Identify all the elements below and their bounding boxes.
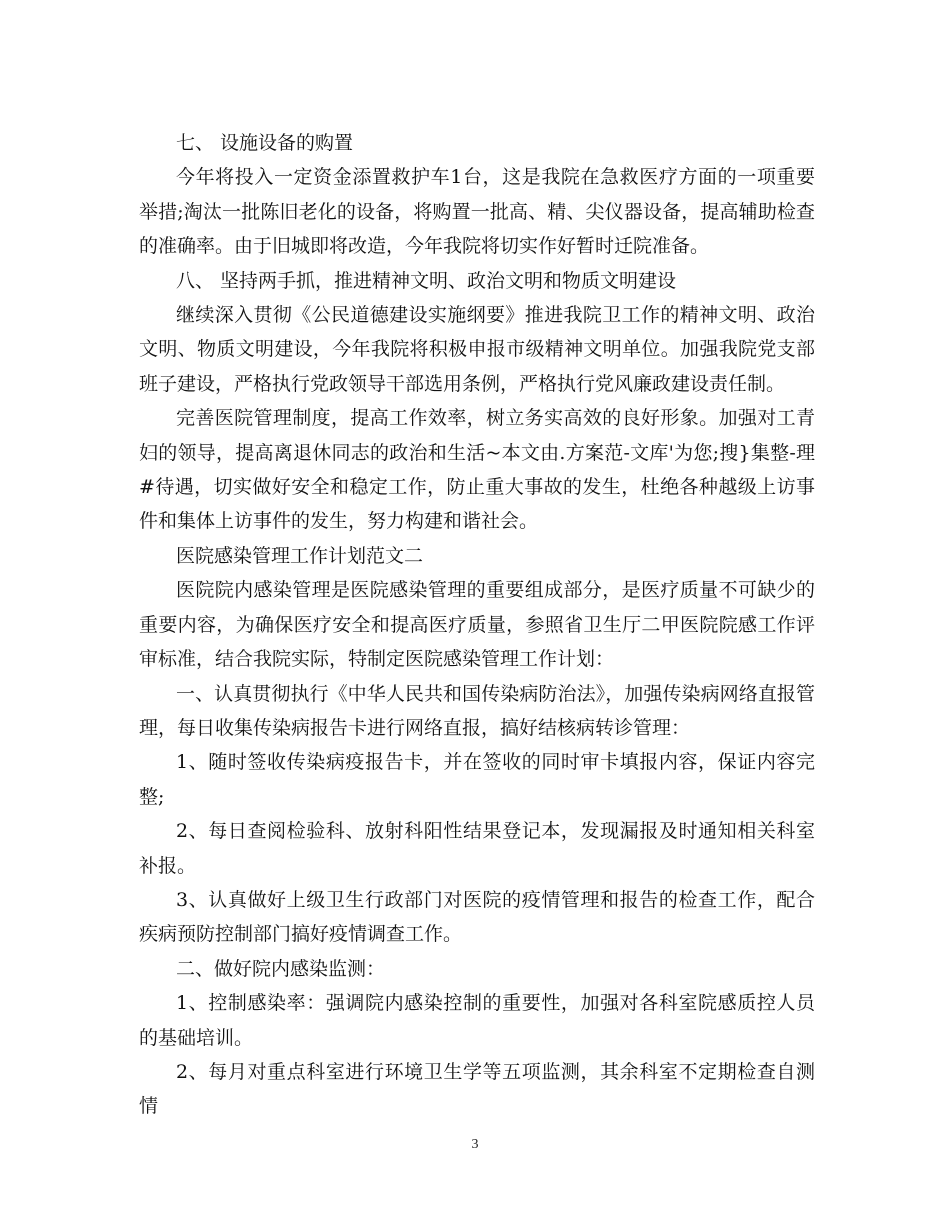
list-item: 2、每日查阅检验科、放射科阳性结果登记本，发现漏报及时通知相关科室补报。 — [139, 820, 815, 877]
paragraph: 继续深入贯彻《公民道德建设实施纲要》推进我院卫工作的精神文明、政治文明、物质文明建设，今年我院将积极申报市级精神文明单位。加强我院党支部班子建设，严格执行党政领导干部选用条例，严格执行党风廉政建设责任制。 — [139, 304, 815, 395]
paragraph: 完善医院管理制度，提高工作效率，树立务实高效的良好形象。加强对工青妇的领导，提高离退休同志的政治和生活~本文由.方案范-文库'为您;搜}集整-理#待遇，切实做好安全和稳定工作，防止重大事故的发生，杜绝各种越级上访事件和集体上访事件的发生，努力构建和谐社会。 — [139, 407, 815, 533]
page-number: 3 — [471, 1137, 479, 1152]
list-item: 1、控制感染率：强调院内感染控制的重要性，加强对各科室院感质控人员的基础培训。 — [139, 992, 815, 1049]
paragraph: 今年将投入一定资金添置救护车1台，这是我院在急救医疗方面的一项重要举措;淘汰一批陈旧老化的设备，将购置一批高、精、尖仪器设备，提高辅助检查的准确率。由于旧城即将改造，今年我院将切实作好暂时迁院准备。 — [139, 166, 815, 258]
section-heading-7: 七、 设施设备的购置 — [176, 132, 354, 154]
article-title: 医院感染管理工作计划范文二 — [176, 544, 424, 567]
section-heading-8: 八、 坚持两手抓，推进精神文明、政治文明和物质文明建设 — [176, 269, 677, 292]
paragraph: 医院院内感染管理是医院感染管理的重要组成部分，是医疗质量不可缺少的重要内容，为确保医疗安全和提高医疗质量，参照省卫生厅二甲医院院感工作评审标准，结合我院实际，特制定医院感染管理工作计划： — [139, 579, 815, 671]
list-item: 3、认真做好上级卫生行政部门对医院的疫情管理和报告的检查工作，配合疾病预防控制部门搞好疫情调查工作。 — [139, 888, 815, 946]
section-heading-1: 一、认真贯彻执行《中华人民共和国传染病防治法》，加强传染病网络直报管理，每日收集传染病报告卡进行网络直报，搞好结核病转诊管理： — [139, 682, 815, 739]
list-item: 2、每月对重点科室进行环境卫生学等五项监测，其余科室不定期检查自测情 — [139, 1060, 815, 1118]
section-heading-2: 二、做好院内感染监测： — [176, 957, 386, 980]
document-body — [139, 126, 815, 1124]
list-item: 1、随时签收传染病疫报告卡，并在签收的同时审卡填报内容，保证内容完整; — [139, 751, 815, 808]
